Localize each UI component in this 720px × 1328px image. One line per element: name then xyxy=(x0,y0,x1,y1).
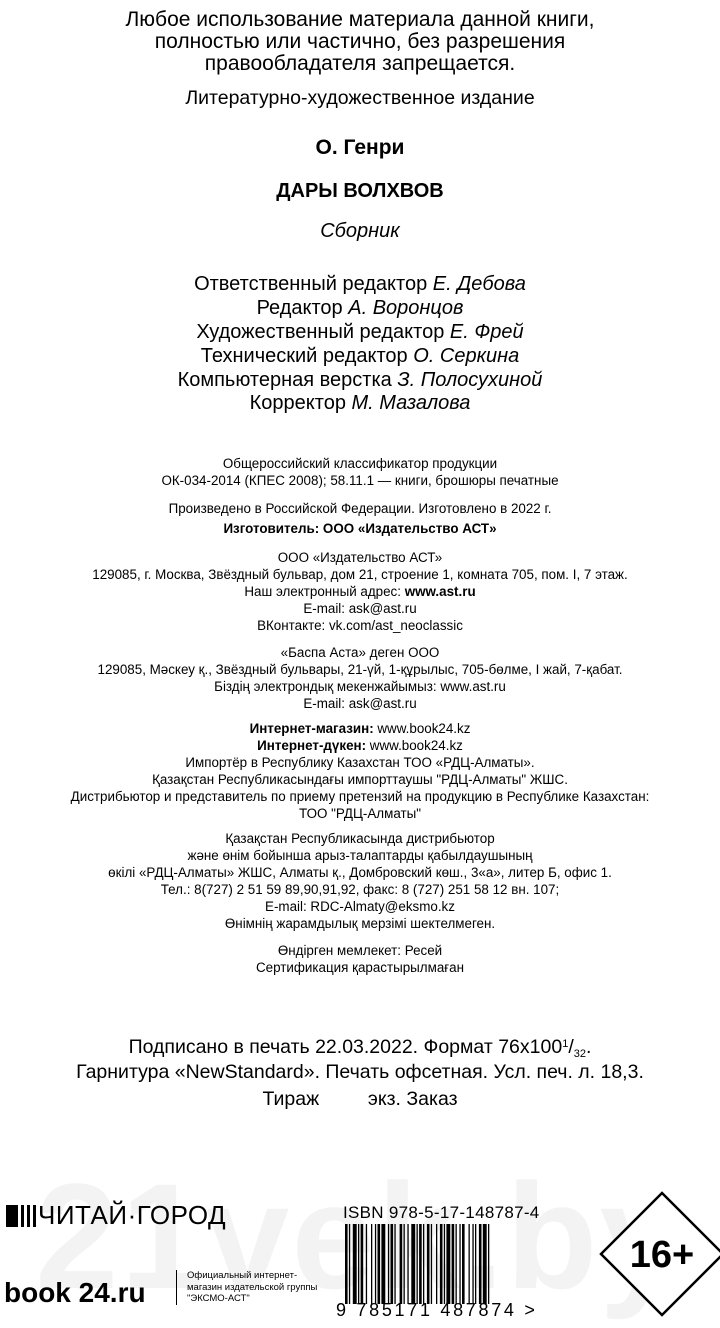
barcode-bar xyxy=(349,1224,350,1304)
barcode-bar xyxy=(427,1224,430,1304)
ast-web: Наш электронный адрес: www.ast.ru xyxy=(244,584,476,599)
isbn: ISBN 978-5-17-148787-4 xyxy=(343,1203,540,1222)
barcode-bar xyxy=(431,1224,432,1304)
kz-name: «Баспа Аста» деген ООО xyxy=(280,645,440,660)
barcode-bar xyxy=(488,1224,489,1304)
barcode-bar xyxy=(472,1224,473,1304)
barcode-bar xyxy=(358,1224,359,1304)
chitai-gorod-text: ЧИТАЙ·ГОРОД xyxy=(38,1200,227,1230)
credit-line: Компьютерная верстка З. Полосухиной xyxy=(177,369,543,391)
classifier-line: ОК-034-2014 (КПЕС 2008); 58.11.1 — книги, брошюры печатные xyxy=(161,473,559,488)
ast-vk: ВКонтакте: vk.com/ast_neoclassic xyxy=(257,618,463,633)
barcode-bar xyxy=(417,1224,418,1304)
barcode-bar xyxy=(469,1224,470,1304)
bars-icon xyxy=(6,1205,36,1227)
ast-address: 129085, г. Москва, Звёздный бульвар, дом 21, строение 1, комната 705, пом. I, 7 этаж. xyxy=(92,567,628,582)
barcode-bar xyxy=(479,1224,482,1304)
manufacturer-line: Изготовитель: ООО «Издательство АСТ» xyxy=(223,521,497,536)
kz-web: Біздің электрондық мекенжайымыз: www.ast.ru xyxy=(214,679,506,694)
barcode-bar xyxy=(419,1224,422,1304)
author: О. Генри xyxy=(315,136,405,159)
kz-address: 129085, Мәскеу қ., Звёздный бульвары, 21-үй, 1-құрылыс, 705-бөлме, I жай, 7-қабат. xyxy=(97,662,623,677)
rights-line-3: правообладателя запрещается. xyxy=(204,52,516,75)
age-rating-badge xyxy=(598,1190,720,1318)
barcode-bar xyxy=(446,1224,450,1304)
barcode-bar xyxy=(375,1224,376,1304)
kz-dist-line: және өнім бойынша арыз-талаптарды қабылдаушының xyxy=(187,848,533,863)
barcode-bar xyxy=(456,1224,457,1304)
shop-line: Интернет-дүкен: www.book24.kz xyxy=(257,738,463,753)
barcode-bar xyxy=(366,1224,367,1304)
barcode-bar xyxy=(371,1224,372,1304)
book24-note: Официальный интернет-магазин издательской группы "ЭКСМО-АСТ" xyxy=(176,1270,327,1305)
importer-kz: Қазақстан Республикасындағы импорттаушы "РДЦ-Алматы" ЖШС. xyxy=(152,772,568,787)
kz-email: E-mail: ask@ast.ru xyxy=(303,696,417,711)
print-signed: Подписано в печать 22.03.2022. Формат $76х100^1/_{32}$. xyxy=(128,1036,592,1060)
barcode-bar xyxy=(400,1224,403,1304)
barcode-bar xyxy=(462,1224,465,1304)
credit-line: Редактор А. Воронцов xyxy=(256,297,464,319)
distributor-name: ТОО "РДЦ-Алматы" xyxy=(299,806,421,821)
barcode-bar xyxy=(452,1224,455,1304)
classifier-line: Общероссийский классификатор продукции xyxy=(222,456,498,471)
book24-logo: book 24.ru xyxy=(4,1277,146,1308)
credit-line: Ответственный редактор Е. Дебова xyxy=(194,273,526,295)
barcode-bar xyxy=(475,1224,476,1304)
kz-dist-line: E-mail: RDC-Almaty@eksmo.kz xyxy=(265,899,455,914)
rights-line-1: Любое использование материала данной книги, xyxy=(125,8,595,31)
print-run: Тираж экз. Заказ xyxy=(262,1088,458,1110)
kz-dist-line: өкілі «РДЦ-Алматы» ЖШС, Алматы қ., Домбровский көш., 3«а», литер Б, офис 1. xyxy=(108,865,612,880)
ast-email: E-mail: ask@ast.ru xyxy=(303,601,417,616)
barcode-bar xyxy=(436,1224,437,1304)
barcode-bar xyxy=(381,1224,385,1304)
barcode-bar xyxy=(444,1224,445,1304)
barcode-bar xyxy=(423,1224,424,1304)
shop-line: Интернет-магазин: www.book24.kz xyxy=(249,721,471,736)
barcode-bar xyxy=(378,1224,381,1304)
barcode-bar xyxy=(391,1224,394,1304)
distributor-line: Дистрибьютор и представитель по приему претензий на продукцию в Республике Казахстан: xyxy=(70,789,650,804)
barcode-bar xyxy=(345,1224,348,1304)
kz-dist-line: Өнімнің жарамдылық мерзімі шектелмеген. xyxy=(224,916,496,931)
ean-number: 9 785171 487874 > xyxy=(336,1300,538,1320)
ast-name: ООО «Издательство АСТ» xyxy=(277,550,443,565)
barcode-bar xyxy=(459,1224,460,1304)
barcode-bar xyxy=(407,1224,408,1304)
book-subtitle: Сборник xyxy=(320,220,400,242)
barcode-bar xyxy=(388,1224,389,1304)
origin-line: Өндірген мемлекет: Ресей xyxy=(277,943,443,958)
barcode-bar xyxy=(394,1224,395,1304)
produced-line: Произведено в Российской Федерации. Изготовлено в 2022 г. xyxy=(168,501,552,516)
barcode-bar xyxy=(483,1224,487,1304)
print-typeface: Гарнитура «NewStandard». Печать офсетная. Усл. печ. л. 18,3. xyxy=(76,1061,644,1083)
kz-dist-line: Тел.: 8(727) 2 51 59 89,90,91,92, факс: 8 (727) 251 58 12 вн. 107; xyxy=(160,882,560,897)
credit-line: Корректор М. Мазалова xyxy=(249,392,471,414)
barcode xyxy=(343,1224,593,1304)
barcode-bar xyxy=(353,1224,357,1304)
book-title: ДАРЫ ВОЛХВОВ xyxy=(276,180,444,202)
age-rating: 16+ xyxy=(629,1234,695,1276)
origin-line: Сертификация қарастырылмаған xyxy=(255,960,465,975)
barcode-bar xyxy=(440,1224,443,1304)
credit-line: Технический редактор О. Серкина xyxy=(200,345,520,367)
barcode-bar xyxy=(411,1224,415,1304)
barcode-bar xyxy=(404,1224,405,1304)
edition-type: Литературно-художественное издание xyxy=(185,87,535,109)
credit-line: Художественный редактор Е. Фрей xyxy=(196,321,524,343)
kz-dist-line: Қазақстан Республикасында дистрибьютор xyxy=(225,831,495,846)
importer-ru: Импортёр в Республику Казахстан ТОО «РДЦ-Алматы». xyxy=(185,755,535,770)
rights-line-2: полностью или частично, без разрешения xyxy=(154,30,566,53)
barcode-bar xyxy=(361,1224,364,1304)
chitai-gorod-logo xyxy=(6,1200,226,1230)
